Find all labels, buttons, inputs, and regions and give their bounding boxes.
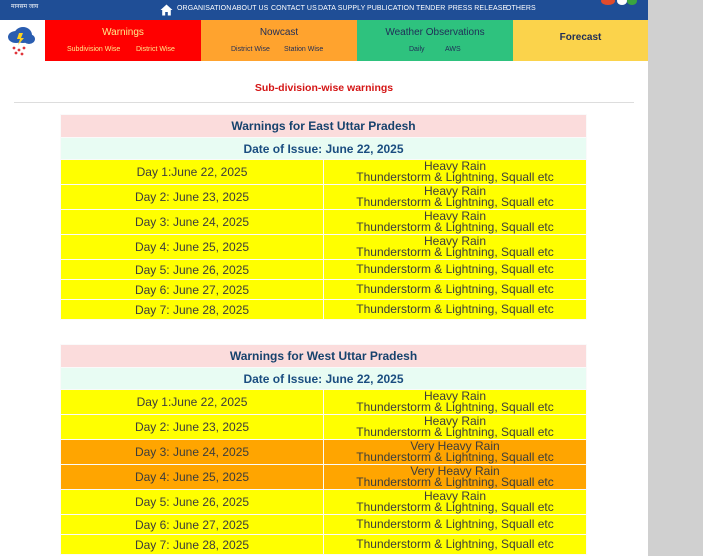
warning-text: Heavy Rain [423,184,487,198]
day-label: Day 2: June 23, 2025 [61,185,324,210]
warnings-cell [324,280,587,300]
table-row [61,235,587,260]
warning-text: Heavy Rain [423,234,487,248]
tab-warnings-subdivision-link[interactable]: Subdivision Wise [67,46,121,53]
warnings-cell [324,515,587,535]
warning-text: Thunderstorm & Lightning, Squall etc [356,500,554,514]
warning-text: Very Heavy Rain [410,439,500,453]
warnings-cell [324,160,587,185]
nav-others[interactable]: OTHERS [506,5,536,12]
weather-cloud-icon [0,20,45,61]
warning-text: Very Heavy Rain [410,464,500,478]
warning-text: Thunderstorm & Lightning, Squall etc [356,195,554,209]
nav-publication[interactable]: PUBLICATION [367,5,415,12]
table-row [61,300,587,320]
table-row [61,515,587,535]
day-label: Day 6: June 27, 2025 [61,515,324,535]
day-label: Day 4: June 25, 2025 [61,465,324,490]
warning-text: Thunderstorm & Lightning, Squall etc [356,475,554,489]
day-label: Day 5: June 26, 2025 [61,260,324,280]
home-icon[interactable] [160,4,173,16]
warning-table-east-up [60,114,587,320]
table-row [61,440,587,465]
warning-text: Thunderstorm & Lightning, Squall etc [356,425,554,439]
tab-observations-aws-link[interactable]: AWS [445,46,461,53]
warnings-cell [324,210,587,235]
day-label: Day 6: June 27, 2025 [61,280,324,300]
day-label: Day 7: June 28, 2025 [61,300,324,320]
tab-warnings[interactable] [45,20,201,61]
day-label: Day 2: June 23, 2025 [61,415,324,440]
nav-press-release[interactable]: PRESS RELEASE [448,5,508,12]
divider [14,102,634,103]
warning-text: Thunderstorm & Lightning, Squall etc [356,400,554,414]
tab-warnings-district-link[interactable]: District Wise [136,46,175,53]
warning-text: Heavy Rain [423,209,487,223]
day-label: Day 3: June 24, 2025 [61,440,324,465]
date-of-issue: Date of Issue: June 22, 2025 [61,368,587,390]
section-title: Warnings for West Uttar Pradesh [61,345,587,368]
tab-weather-observations-title[interactable]: Weather Observations [385,27,485,38]
table-row [61,210,587,235]
warning-text: Heavy Rain [423,159,487,173]
warning-text: Thunderstorm & Lightning, Squall etc [356,262,554,276]
tab-warnings-title[interactable]: Warnings [102,27,144,38]
partner-logos-icon [600,0,638,6]
tab-nowcast-title[interactable]: Nowcast [259,27,299,38]
warnings-cell [324,185,587,210]
warning-text: Thunderstorm & Lightning, Squall etc [356,170,554,184]
warning-text: Thunderstorm & Lightning, Squall etc [356,450,554,464]
warnings-cell [324,465,587,490]
warnings-cell [324,300,587,320]
day-label: Day 4: June 25, 2025 [61,235,324,260]
warning-text: Thunderstorm & Lightning, Squall etc [356,537,554,551]
nav-contact-us[interactable]: CONTACT US [271,5,317,12]
warning-table-west-up [60,344,587,555]
tab-weather-observations[interactable] [357,20,513,61]
tab-nowcast[interactable] [201,20,357,61]
tab-nowcast-station-link[interactable]: Station Wise [284,46,324,53]
nav-data-supply[interactable]: DATA SUPPLY [318,5,366,12]
warning-text: Heavy Rain [423,489,487,503]
warning-text: Thunderstorm & Lightning, Squall etc [356,282,554,296]
day-label: Day 5: June 26, 2025 [61,490,324,515]
tab-observations-daily-link[interactable]: Daily [409,46,425,53]
table-row [61,260,587,280]
table-row [61,490,587,515]
warnings-cell [324,490,587,515]
warning-text: Thunderstorm & Lightning, Squall etc [356,220,554,234]
table-row [61,160,587,185]
main-tabs [0,20,648,61]
warnings-cell [324,440,587,465]
table-row [61,535,587,555]
warning-text: Thunderstorm & Lightning, Squall etc [356,302,554,316]
warnings-cell [324,390,587,415]
site-logo-text[interactable]: मानसम जाय [11,4,39,10]
table-row [61,465,587,490]
table-row [61,280,587,300]
warning-text: Thunderstorm & Lightning, Squall etc [356,517,554,531]
warnings-cell [324,235,587,260]
table-row [61,390,587,415]
page-scrollbar[interactable] [648,0,703,556]
nav-about-us[interactable]: ABOUT US [232,5,269,12]
warning-text: Thunderstorm & Lightning, Squall etc [356,245,554,259]
table-row [61,415,587,440]
nav-organisation[interactable]: ORGANISATION [177,5,232,12]
day-label: Day 1:June 22, 2025 [61,390,324,415]
tab-forecast-title[interactable]: Forecast [559,32,602,43]
tab-nowcast-district-link[interactable]: District Wise [231,46,270,53]
warnings-cell [324,260,587,280]
nav-tender[interactable]: TENDER [416,5,446,12]
warnings-cell [324,535,587,555]
day-label: Day 7: June 28, 2025 [61,535,324,555]
date-of-issue: Date of Issue: June 22, 2025 [61,138,587,160]
warning-text: Heavy Rain [423,389,487,403]
page-heading: Sub-division-wise warnings [254,82,394,94]
day-label: Day 3: June 24, 2025 [61,210,324,235]
top-nav-bar [0,0,648,20]
tab-forecast[interactable] [513,20,648,61]
warnings-cell [324,415,587,440]
day-label: Day 1:June 22, 2025 [61,160,324,185]
table-row [61,185,587,210]
section-title: Warnings for East Uttar Pradesh [61,115,587,138]
warning-text: Heavy Rain [423,414,487,428]
